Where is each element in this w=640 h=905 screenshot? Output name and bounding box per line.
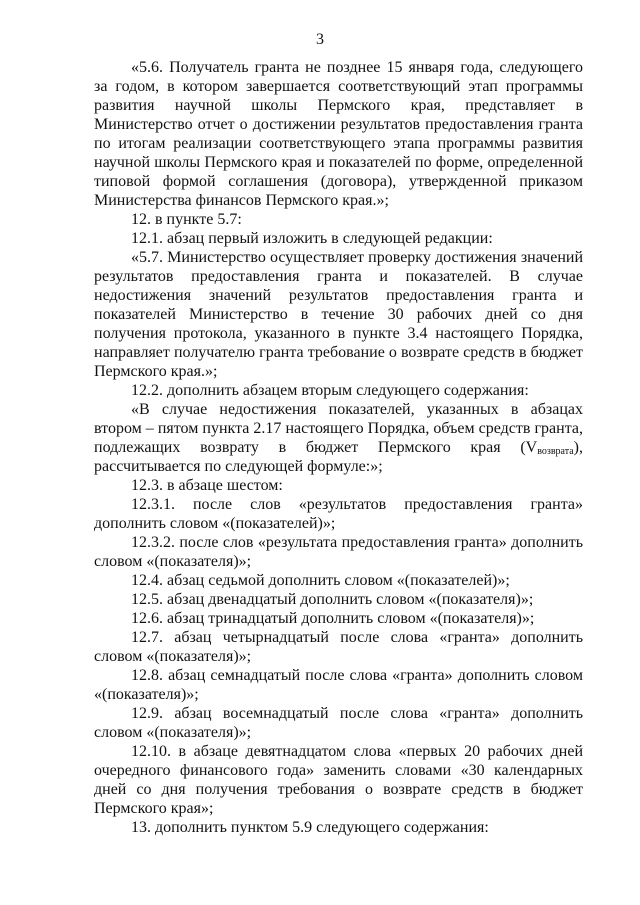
paragraph-5-7: «5.7. Министерство осуществляет проверку достижения значений результатов предоставления гранта и показателей. В случае недостижения значений результатов предоставления гранта и показателей Министерство в течение 30 рабочих дней со дня получения протокола, указанного в пункте 3.4 настоящего Порядка, направляет получателю гранта требование о возврате средств в бюджет Пермского края.»;	[94, 249, 583, 380]
paragraph-12-10: 12.10. в абзаце девятнадцатом слова «первых 20 рабочих дней очередного финансового года» заменить словами «30 календарных дней со дня получения требования о возврате средств в бюджет Пермского края»;	[94, 743, 583, 817]
formula-intro-text: «В случае недостижения показателей, указанных в абзацах втором – пятом пункта 2.17 настоящего Порядка, объем средств гранта, подлежащих возврату в бюджет Пермского края (V	[94, 401, 583, 456]
document-body	[94, 58, 583, 837]
formula-subscript: возврата	[537, 446, 574, 457]
paragraph-12-1: 12.1. абзац первый изложить в следующей редакции:	[131, 230, 493, 247]
paragraph-12-6: 12.6. абзац тринадцатый дополнить словом «(показателя)»;	[131, 610, 535, 627]
paragraph-12-3-2: 12.3.2. после слов «результата предоставления гранта» дополнить словом «(показателя)»;	[94, 534, 583, 570]
paragraph-12-8: 12.8. абзац семнадцатый после слова «гранта» дополнить словом «(показателя)»;	[94, 667, 583, 703]
page-number: 3	[316, 31, 324, 48]
paragraph-12-2: 12.2. дополнить абзацем вторым следующего содержания:	[131, 382, 529, 399]
paragraph-formula-intro	[94, 400, 583, 476]
paragraph-13: 13. дополнить пунктом 5.9 следующего содержания:	[131, 819, 489, 836]
paragraph-5-6: «5.6. Получатель гранта не позднее 15 января года, следующего за годом, в котором завершается соответствующий этап программы развития научной школы Пермского края, представляет в Министерство отчет о достижении результатов предоставления гранта по итогам реализации соответствующего этапа программы развития научной школы Пермского края и показателей по форме, определенной типовой формой соглашения (договора), утвержденной приказом Министерства финансов Пермского края.»;	[94, 59, 583, 209]
paragraph-12-3-1: 12.3.1. после слов «результатов предоставления гранта» дополнить словом «(показателей)»;	[94, 496, 583, 532]
paragraph-12: 12. в пункте 5.7:	[131, 211, 242, 228]
paragraph-12-4: 12.4. абзац седьмой дополнить словом «(показателей)»;	[131, 572, 510, 589]
paragraph-12-9: 12.9. абзац восемнадцатый после слова «гранта» дополнить словом «(показателя)»;	[94, 705, 583, 741]
formula-intro-tail: ), рассчитывается по следующей формуле:»;	[94, 439, 583, 475]
paragraph-12-7: 12.7. абзац четырнадцатый после слова «гранта» дополнить словом «(показателя)»;	[94, 629, 583, 665]
paragraph-12-5: 12.5. абзац двенадцатый дополнить словом «(показателя)»;	[131, 591, 534, 608]
paragraph-12-3: 12.3. в абзаце шестом:	[131, 477, 283, 494]
